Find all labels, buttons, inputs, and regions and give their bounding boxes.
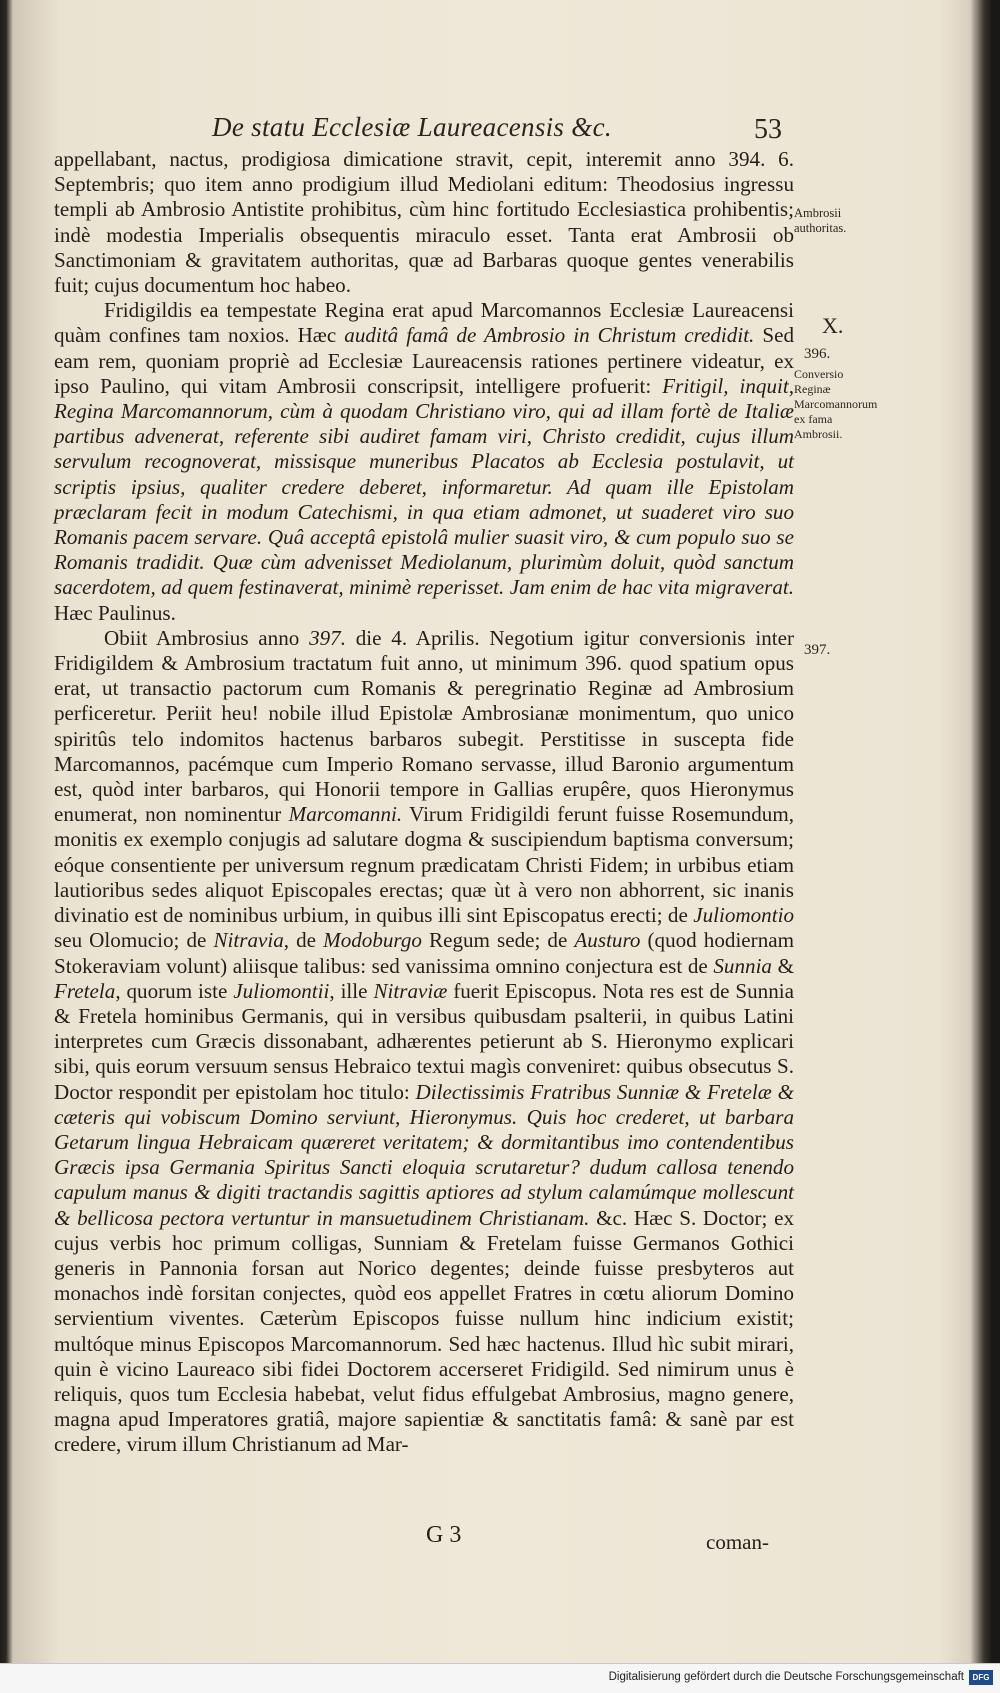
main-text-block	[54, 147, 794, 1458]
italic-text-run: auditâ famâ de Ambrosio in Christum credidit.	[344, 323, 755, 348]
digitization-footer	[0, 1663, 1000, 1693]
text-run: Obiit Ambrosius anno	[104, 625, 310, 650]
text-run: seu Olomucio; de	[54, 928, 214, 953]
footer-credit: Digitalisierung gefördert durch die Deutsche Forschungsgemeinschaft	[608, 1671, 964, 1683]
paragraph-1	[54, 147, 794, 298]
running-head: De statu Ecclesiæ Laureacensis &c.	[212, 112, 612, 142]
text-run: appellabant, nactus, prodigiosa dimicatione stravit, cepit, interemit anno 394. 6. Septembris; quo item anno prodigium illud Mediolani editum: Theodosius ingressu templi ab Ambrosio Antistite prohibitus, cùm hinc fortitudo Ecclesiastica prohibentis; indè modestia Imperialis obsequentis miraculo esset. Tanta erat Ambrosii ob Sanctimoniam & gravitatem authoritas, quæ ad Barbaras quoque gentes venerabilis fuit; cujus documentum hoc habeo.	[54, 147, 794, 298]
signature-mark: G 3	[426, 1522, 462, 1548]
italic-text-run: Nitravia	[213, 928, 284, 953]
italic-text-run: Juliomontii	[233, 978, 330, 1003]
catchword: coman-	[706, 1530, 769, 1554]
marginal-year-397: 397.	[804, 642, 831, 658]
marginal-note-conversio: Conversio Reginæ Marcomannorum ex fama Ambrosii.	[794, 367, 878, 441]
text-run: , ille	[329, 978, 374, 1003]
text-run: Hæc Paulinus.	[54, 600, 176, 625]
text-run: die 4. Aprilis. Negotium igitur conversionis inter Fridigildem & Ambrosium tractatum fuit anno, ut minimum 396. quod spatium opus erat, ut transactio pactorum cum Romanis & peregrinatio Reginæ ad Ambrosium perficeretur. Periit heu! nobile illud Epistolæ Ambrosianæ monimentum, quo unico spiritûs telo indomitos hactenus barbaros subegit. Perstitisse in suscepta fide Marcomannos, pacémque cum Imperio Romano servasse, illud Baronio argumentum est, quòd inter barbaros, qui Honorii tempore in Gallias erupêre, quos Hieronymus enumerat, non nominentur	[54, 625, 794, 827]
italic-text-run: Austuro	[574, 928, 641, 953]
italic-text-run: Dilectissimis Fratribus Sunniæ & Fretelæ & cæteris qui vobiscum Domino serviunt, Hieronymus. Quis hoc crederet, ut barbara Getarum lingua Hebraicam quæreret veritatem; & dormitantibus imo contendentibus Græcis ipsa Germania Spiritus Sancti eloquia scrutaretur? dudum callosa tenendo capulum manus & digiti tractandis sagittis aptiores ad stylum calamúmque mollescunt & bellicosa pectora vertuntur in mansuetudinem Christianam.	[54, 1079, 794, 1230]
text-run: fuerit Episcopus. Nota res est de Sunnia & Fretela hominibus Germanis, qui in versibus quibusdam psalterii, in quibus Latini interpretes cum Græcis dissonabant, adhærentes petierunt ab S. Hieronymo explicari sibi, quis eorum versuum sensus Hebraico textui magìs conveniret: quibus obsecutus S. Doctor respondit per epistolam hoc titulo:	[54, 978, 794, 1104]
marginal-year-396: 396.	[804, 346, 831, 362]
text-run: Sed eam rem, quoniam propriè ad Ecclesiæ Laureacensis rationes pertinere videatur, ex ipso Paulino, qui vitam Ambrosii conscripsit, intelligere profuerit:	[54, 323, 794, 398]
italic-text-run: Nitraviæ	[373, 978, 448, 1003]
dfg-logo-icon: DFG	[969, 1670, 993, 1685]
text-run: Regum sede; de	[421, 928, 575, 953]
text-run: &	[771, 953, 794, 978]
marginal-note-ambrosii: Ambrosii authoritas.	[794, 206, 847, 235]
text-run: Fridigildis ea tempestate Regina erat apud Marcomannos Ecclesiæ Laureacensi quàm confines tam noxios. Hæc	[54, 298, 794, 348]
book-page	[12, 0, 982, 1650]
italic-text-run: Fretela	[54, 978, 116, 1003]
text-run: Virum Fridigildi ferunt fuisse Rosemundum, monitis ex exemplo conjugis ad salutare dogma & suscipiendum baptisma conversum; eóque consentiente per universum regnum prædicatam Christi Fidem; in urbibus etiam lautioribus sedes aliquot Episcopales erectas; quæ ùt à vero non abhorrent, sic inanis divinatio est de nominibus urbium, in quibus illi sint Episcopatus erecti; de	[54, 802, 795, 928]
text-run: , quorum iste	[115, 978, 234, 1003]
text-run: , de	[283, 928, 324, 953]
italic-text-run: Juliomontio	[693, 903, 794, 928]
paragraph-3	[54, 626, 794, 1458]
marginal-section-number: X.	[822, 313, 844, 338]
italic-text-run: Marcomanni.	[288, 802, 403, 827]
italic-text-run: Sunnia	[713, 953, 772, 978]
text-run: &c. Hæc S. Doctor; ex cujus verbis hoc primum colligas, Sunniam & Fretelam fuisse Germanos Gothici generis in Pannonia forsan aut Norico degentes; deinde fuisse presbyteros aut monachos indè forsitan conjectes, quòd eos appellet Fratres in cœtu aliorum Domino servientium viventes. Cæterùm Episcopos fuisse nullum hinc indicium existit; multóque minus Episcopos Marcomannorum. Sed hæc hactenus. Illud hìc subit mirari, quin è vicino Laureaco sibi fidei Doctorem accerseret Fridigild. Sed nimirum unus è reliquis, quos tum Ecclesia habebat, velut fidus effulgebat Ambrosius, magno genere, magna apud Imperatores gratiâ, majore sapientiæ & sanctitatis famâ: & sanè par est credere, virum illum Christianum ad Mar-	[54, 1205, 794, 1457]
italic-text-run: Fritigil, inquit, Regina Marcomannorum, cùm à quodam Christiano viro, qui ad illam fortè de Italiæ partibus advenerat, referente sibi audiret famam viri, Christo credidit, cujus illum servulum recognoverat, missisque muneribus Placatos ab Ecclesia postulavit, ut scriptis ipsius, qualiter credere deberet, informaretur. Ad quam ille Epistolam præclaram fecit in modum Catechismi, in qua etiam admonet, ut suaderet viro suo Romanis pacem servare. Quâ acceptâ epistolâ mulier suasit viro, & cum populo suo se Romanis tradidit. Quæ cùm advenisset Mediolanum, plurimùm doluit, quòd sanctum sacerdotem, ad quem festinaverat, minimè reperisset. Jam enim de hac vita migraverat.	[54, 373, 794, 600]
page-number: 53	[754, 114, 782, 145]
italic-text-run: 397.	[309, 625, 346, 650]
paragraph-2	[54, 298, 794, 626]
italic-text-run: Modoburgo	[323, 928, 422, 953]
text-run: (quod hodiernam Stokeraviam volunt) aliisque talibus: sed vanissima omnino conjectura est de	[54, 928, 795, 978]
